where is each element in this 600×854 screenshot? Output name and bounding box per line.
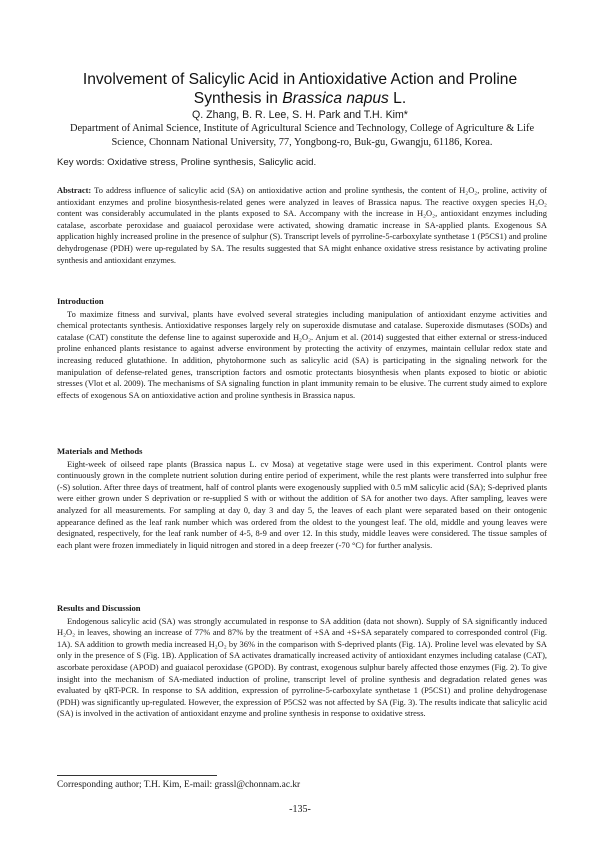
page-number: -135-	[289, 804, 311, 815]
abstract-text: To address influence of salicylic acid (SA) on antioxidative action and proline synthesis, the content of H₂O₂, proline, activity of antioxidant enzymes and proline biosynthesis-related genes were analyzed in leaves of Brassica napus. The reactive oxygen species H₂O₂ content was considerably accumulated in the plants exposed to SA. Accompany with the increase in H₂O₂, antioxidant enzymes including catalase, ascorbate peroxidase and guaiacol peroxidase were activated, showing dramatic increase in SA-applied plants. Exogenous SA application highly increased proline in the presence of sulphur (S). Transcript levels of pyrroline-5-carboxylate synthetase 1 (P5CS1) and proline dehydrogenase (PDH) were up-regulated by SA. The results suggested that SA might enhance oxidative stress resistance by activating proline synthesis and antioxidant enzymes.	[57, 185, 547, 265]
title-line-1: Involvement of Salicylic Acid in Antioxidative Action and Proline	[82, 71, 518, 88]
paper-title	[40, 70, 560, 108]
results-section	[57, 603, 547, 720]
title-line-2-suffix: L.	[388, 90, 407, 107]
introduction-section	[57, 296, 547, 401]
keywords-label: Key words:	[57, 157, 105, 168]
methods-heading: Materials and Methods	[57, 446, 143, 456]
keywords-text: Oxidative stress, Proline synthesis, Salicylic acid.	[107, 157, 317, 168]
title-line-2-prefix: Synthesis in	[193, 90, 283, 107]
results-text: Endogenous salicylic acid (SA) was strongly accumulated in response to SA addition (data not shown). Supply of SA significantly induced H₂O₂ in leaves, showing an increase of 77% and 87% by the treatment of +SA and +S+SA separately compared to corresponded control (Fig. 1A). SA addition to growth media increased H₂O₂ by 36% in the comparison with S-deprived plants (Fig. 1A). Proline level was elevated by SA only in the presence of S (Fig. 1B). Application of SA activates dramatically increased activity of antioxidant enzymes including catalase (CAT), ascorbate peroxidase (APOD) and guaiacol peroxidase (GPOD). By contrast, exogenous sulphur barely affected those enzymes (Fig. 2). To give insight into the mechanism of SA-mediated induction of proline, transcript level of proline synthesis and degradation related genes was evaluated by qRT-PCR. In response to SA addition, expression of pyrroline-5-carboxylate synthetase 1 (P5CS1) and proline dehydrogenase (PDH) was significantly up-regulated. However, the expression of P5CS2 was not affected by SA (Fig. 3). The results indicate that salicylic acid (SA) is involved in the activation of antioxidant enzyme and proline synthesis in response to oxidative stress.	[57, 615, 547, 719]
corresponding-author: Corresponding author; T.H. Kim, E-mail: grassl@chonnam.ac.kr	[57, 780, 301, 790]
introduction-text: To maximize fitness and survival, plants have evolved several strategies including manipulation of antioxidant enzyme activities and chemical protectants synthesis. Antioxidative responses largely rely on superoxide dismutase and catalase. Superoxide dismutases (SODs) and catalase (CAT) constitute the defense line to against superoxide and H₂O₂. Anjum et al. (2014) suggested that either external or stress-induced proline enhanced plants resistance to against adverse environment by protecting the activity of enzymes, maintain cellular redox state and increasing reduced glutathione. In addition, phytohormone such as salicylic acid (SA) is participating in the signaling network for the manipulation of defense-related genes, transcription factors and osmotic protectants biosynthesis when plants exposed to biotic or abiotic stresses (Vlot et al. 2009). The mechanisms of SA signaling function in plant immunity remain to be elusive. The current study aimed to explore effects of exogenous SA on antioxidative action and proline synthesis in Brassica napus.	[57, 308, 547, 400]
title-line-2	[40, 89, 560, 108]
keywords	[57, 157, 547, 169]
methods-section	[57, 446, 547, 551]
affiliation: Department of Animal Science, Institute of Agricultural Science and Technology, College of Agriculture & Life Science, Chonnam National University, 77, Yongbong-ro, Buk-gu, Gwangju, 61186, Korea.	[69, 123, 535, 148]
authors: Q. Zhang, B. R. Lee, S. H. Park and T.H. Kim*	[192, 109, 408, 121]
title-species: Brassica napus	[282, 90, 389, 107]
abstract-label: Abstract:	[57, 185, 92, 195]
abstract-section	[57, 185, 547, 266]
methods-text: Eight-week of oilseed rape plants (Brassica napus L. cv Mosa) at vegetative stage were used in this experiment. Control plants were continuously grown in the complete nutrient solution during entire period of experiment, while the rest plants were transferred into sulphur free (-S) solution. After three days of treatment, half of control plants were exogenously supplied with 0.5 mM salicylic acid (SA); S-deprived plants were either grown under S deprivation or re-supplied S with or without the addition of SA for another two days. After sampling, leaves were analyzed for all measurements. For sampling at day 0, day 3 and day 5, the leaves of each plant were separated based on their ontogenic appearance defined as the leaf rank number which was ordered from the oldest to the youngest leaf. The old, middle and young leaves were designated, respectively, for the leaf rank number of 4-5, 8-9 and over 12. In this study, middle leaves were considered. The tissue samples of each plant were frozen immediately in liquid nitrogen and stored in a deep freezer (-70 °C) for further analysis.	[57, 458, 547, 550]
footnote-divider	[57, 775, 217, 776]
introduction-heading: Introduction	[57, 296, 104, 306]
results-heading: Results and Discussion	[57, 603, 141, 613]
